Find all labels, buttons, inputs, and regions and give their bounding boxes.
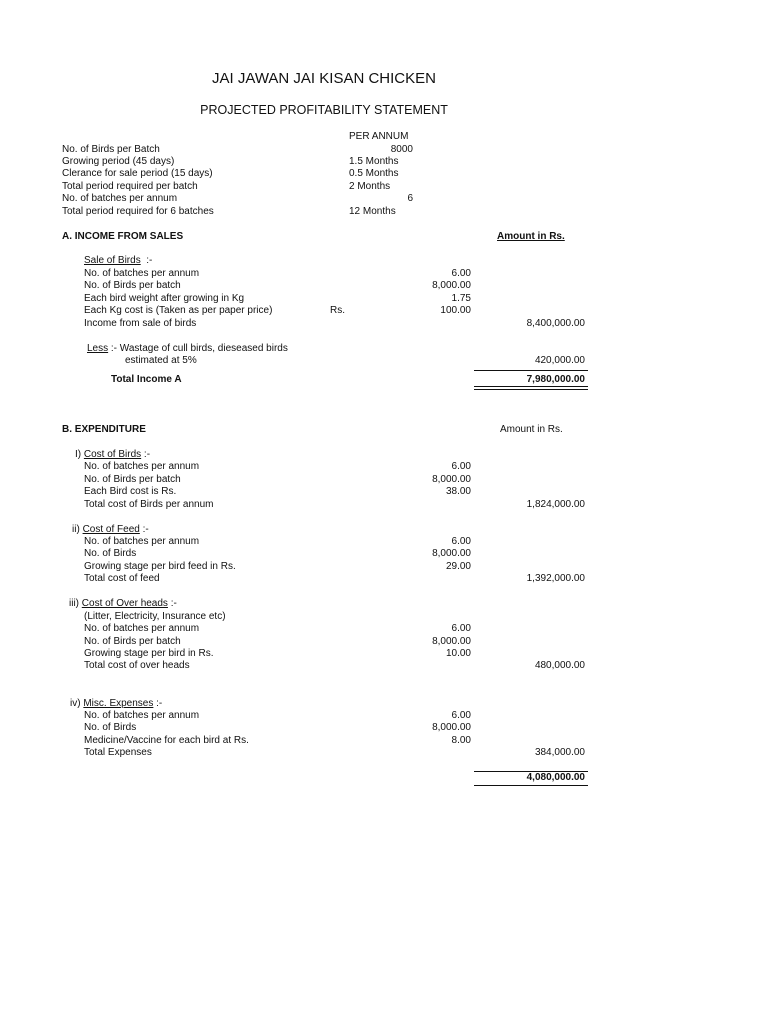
- section-prefix: iv): [70, 698, 84, 709]
- misc-label-birds: No. of Birds: [84, 722, 137, 733]
- section-cost-of-feed-heading: [72, 524, 149, 536]
- income-label-batches: No. of batches per annum: [84, 268, 200, 279]
- total-income-double-rule-top: [474, 386, 588, 387]
- summary-value-total-period-per-batch: 2 Months: [349, 181, 391, 192]
- section-prefix: I): [75, 449, 84, 460]
- birds-label-birds-per-batch: No. of Birds per batch: [84, 474, 181, 485]
- grand-total-rule-bottom: [474, 785, 588, 786]
- birds-value-birds-per-batch: 8,000.00: [432, 474, 471, 485]
- income-from-sale-amount: 8,400,000.00: [526, 318, 585, 329]
- section-prefix: iii): [69, 598, 82, 609]
- section-suffix: :-: [141, 449, 151, 460]
- section-title: Cost of Feed: [82, 524, 140, 535]
- expenditure-amount-header: Amount in Rs.: [500, 424, 563, 435]
- income-currency-kg-cost: Rs.: [330, 305, 345, 316]
- feed-total-amount: 1,392,000.00: [526, 573, 585, 584]
- document-subtitle: PROJECTED PROFITABILITY STATEMENT: [200, 103, 448, 117]
- total-income-double-rule-bottom: [474, 389, 588, 390]
- birds-total-label: Total cost of Birds per annum: [84, 499, 214, 510]
- income-value-batches: 6.00: [451, 268, 471, 279]
- less-word: Less: [87, 343, 109, 354]
- sale-of-birds-title: Sale of Birds: [84, 255, 141, 266]
- less-wastage-line1: [87, 343, 288, 355]
- summary-value-total-period-6-batches: 12 Months: [349, 206, 396, 217]
- summary-label-total-period-6-batches: Total period required for 6 batches: [62, 206, 214, 217]
- summary-value-growing-period: 1.5 Months: [349, 156, 399, 167]
- section-cost-of-birds-heading: [75, 449, 150, 461]
- income-value-birds-per-batch: 8,000.00: [432, 280, 471, 291]
- less-wastage-line2: estimated at 5%: [125, 355, 197, 366]
- sale-of-birds-suffix: :-: [140, 255, 153, 266]
- income-amount-header: Amount in Rs.: [497, 231, 565, 242]
- summary-label-growing-period: Growing period (45 days): [62, 156, 175, 167]
- income-label-kg-cost: Each Kg cost is (Taken as per paper price): [84, 305, 273, 316]
- misc-label-batches: No. of batches per annum: [84, 710, 200, 721]
- overheads-note: (Litter, Electricity, Insurance etc): [84, 611, 226, 622]
- summary-value-clearance-period: 0.5 Months: [349, 168, 399, 179]
- overheads-value-batches: 6.00: [451, 623, 471, 634]
- grand-total-amount: 4,080,000.00: [526, 772, 585, 783]
- misc-total-amount: 384,000.00: [534, 747, 585, 758]
- section-overheads-heading: [69, 598, 177, 610]
- section-suffix: :-: [139, 524, 149, 535]
- section-suffix: :-: [153, 698, 163, 709]
- overheads-value-per-bird: 10.00: [445, 648, 471, 659]
- overheads-value-birds-per-batch: 8,000.00: [432, 636, 471, 647]
- expenditure-heading: B. EXPENDITURE: [62, 424, 146, 435]
- birds-label-batches: No. of batches per annum: [84, 461, 200, 472]
- feed-value-feed-cost: 29.00: [445, 561, 471, 572]
- misc-label-medicine: Medicine/Vaccine for each bird at Rs.: [84, 735, 249, 746]
- feed-label-birds: No. of Birds: [84, 548, 137, 559]
- section-title: Cost of Over heads: [81, 598, 168, 609]
- income-subtotal-rule: [474, 370, 588, 371]
- overheads-label-birds-per-batch: No. of Birds per batch: [84, 636, 181, 647]
- income-label-bird-weight: Each bird weight after growing in Kg: [84, 293, 245, 304]
- less-wastage-amount: 420,000.00: [534, 355, 585, 366]
- section-misc-expenses-heading: [70, 698, 162, 710]
- feed-total-label: Total cost of feed: [84, 573, 160, 584]
- feed-label-feed-cost: Growing stage per bird feed in Rs.: [84, 561, 236, 572]
- misc-value-birds: 8,000.00: [432, 722, 471, 733]
- summary-label-total-period-per-batch: Total period required per batch: [62, 181, 198, 192]
- summary-label-birds-per-batch: No. of Birds per Batch: [62, 144, 160, 155]
- feed-value-batches: 6.00: [451, 536, 471, 547]
- overheads-total-label: Total cost of over heads: [84, 660, 190, 671]
- overheads-total-amount: 480,000.00: [534, 660, 585, 671]
- income-value-bird-weight: 1.75: [451, 293, 471, 304]
- feed-value-birds: 8,000.00: [432, 548, 471, 559]
- section-title: Cost of Birds: [83, 449, 142, 460]
- summary-label-batches-per-annum: No. of batches per annum: [62, 193, 178, 204]
- income-label-birds-per-batch: No. of Birds per batch: [84, 280, 181, 291]
- income-from-sale-label: Income from sale of birds: [84, 318, 197, 329]
- sale-of-birds-heading: [84, 255, 152, 267]
- birds-total-amount: 1,824,000.00: [526, 499, 585, 510]
- income-value-kg-cost: 100.00: [440, 305, 471, 316]
- summary-value-birds-per-batch: 8000: [390, 144, 413, 155]
- birds-label-bird-cost: Each Bird cost is Rs.: [84, 486, 177, 497]
- overheads-label-per-bird: Growing stage per bird in Rs.: [84, 648, 214, 659]
- summary-label-clearance-period: Clerance for sale period (15 days): [62, 168, 213, 179]
- feed-label-batches: No. of batches per annum: [84, 536, 200, 547]
- misc-total-label: Total Expenses: [84, 747, 152, 758]
- total-income-label: Total Income A: [111, 374, 182, 385]
- summary-value-batches-per-annum: 6: [407, 193, 413, 204]
- per-annum-header: PER ANNUM: [349, 131, 409, 142]
- section-title: Misc. Expenses: [83, 698, 154, 709]
- misc-value-medicine: 8.00: [451, 735, 471, 746]
- birds-value-bird-cost: 38.00: [445, 486, 471, 497]
- less-text: :- Wastage of cull birds, dieseased birds: [108, 343, 288, 354]
- income-heading: A. INCOME FROM SALES: [62, 231, 184, 242]
- overheads-label-batches: No. of batches per annum: [84, 623, 200, 634]
- section-prefix: ii): [72, 524, 83, 535]
- misc-value-batches: 6.00: [451, 710, 471, 721]
- birds-value-batches: 6.00: [451, 461, 471, 472]
- section-suffix: :-: [167, 598, 177, 609]
- document-title: JAI JAWAN JAI KISAN CHICKEN: [212, 70, 436, 87]
- total-income-amount: 7,980,000.00: [526, 374, 585, 385]
